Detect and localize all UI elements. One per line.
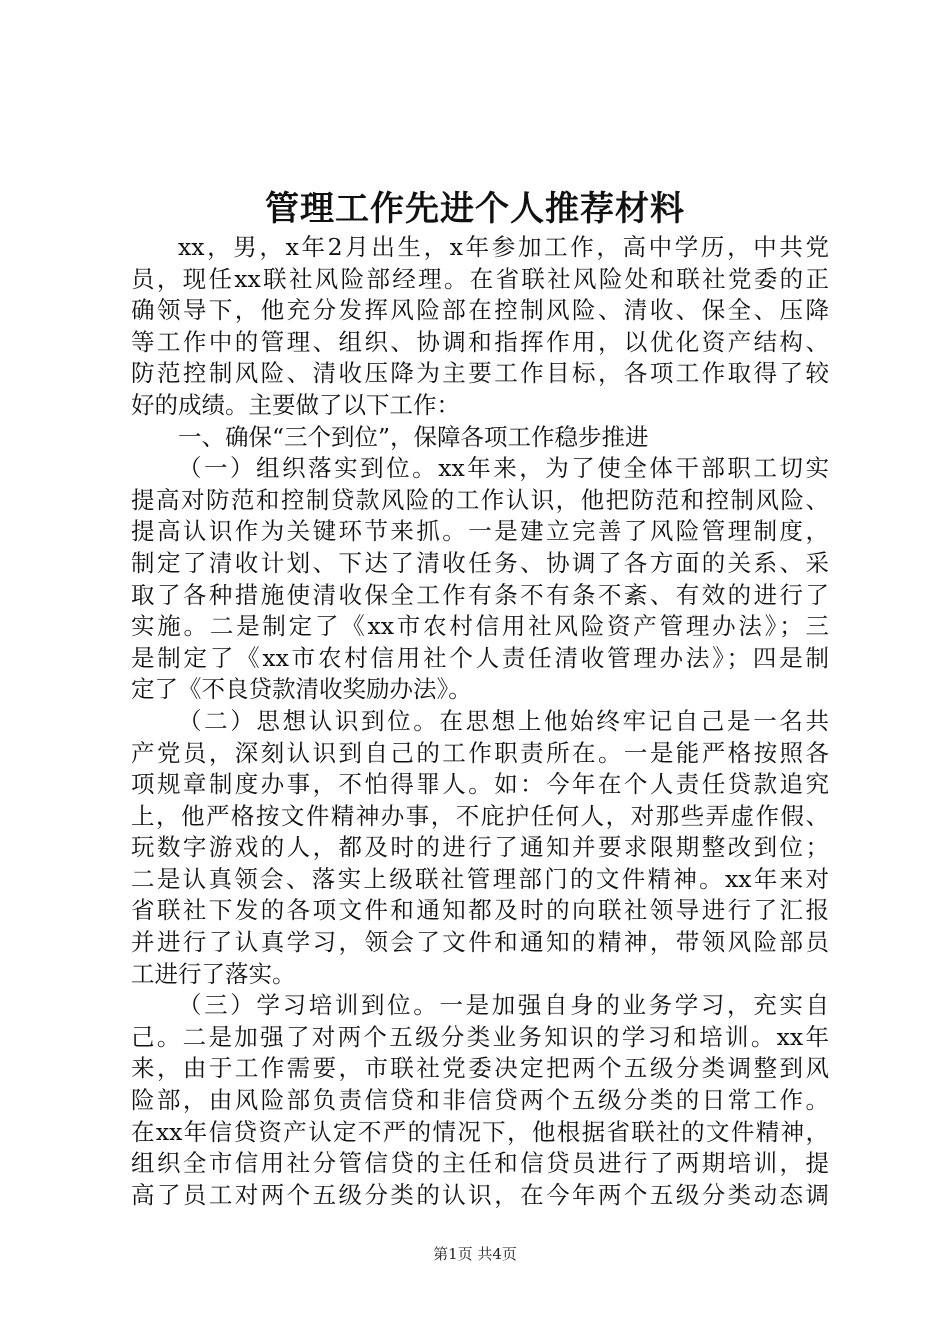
body-line: 组织全市信用社分管信贷的主任和信贷员进行了两期培训，提 <box>131 1149 829 1178</box>
body-line: 提高认识作为关键环节来抓。一是建立完善了风险管理制度， <box>131 517 829 546</box>
body-line: 玩数字游戏的人，都及时的进行了通知并要求限期整改到位； <box>131 833 829 862</box>
body-line: 工进行了落实。 <box>131 959 296 988</box>
body-line: 确领导下，他充分发挥风险部在控制风险、清收、保全、压降 <box>131 296 829 325</box>
body-line: 是制定了《xx市农村信用社个人责任清收管理办法》；四是制 <box>131 643 829 672</box>
document-title: 管理工作先进个人推荐材料 <box>265 189 685 229</box>
body-line: 并进行了认真学习，领会了文件和通知的精神，带领风险部员 <box>131 928 829 957</box>
body-line: 制定了清收计划、下达了清收任务、协调了各方面的关系、采 <box>131 548 829 577</box>
body-line: 取了各种措施使清收保全工作有条不有条不紊、有效的进行了 <box>131 580 829 609</box>
body-line: 高了员工对两个五级分类的认识，在今年两个五级分类动态调 <box>131 1180 829 1209</box>
body-line: xx，男，x年2月出生，x年参加工作，高中学历，中共党 <box>178 233 829 261</box>
body-line: 等工作中的管理、组织、协调和指挥作用，以优化资产结构、 <box>131 327 829 356</box>
body-line: 好的成绩。主要做了以下工作： <box>131 390 460 419</box>
body-line: 产党员，深刻认识到自己的工作职责所在。一是能严格按照各 <box>131 738 829 767</box>
body-line: （三）学习培训到位。一是加强自身的业务学习，充实自 <box>178 991 829 1020</box>
body-line: 二是认真领会、落实上级联社管理部门的文件精神。xx年来对 <box>131 864 829 893</box>
body-line: 来，由于工作需要，市联社党委决定把两个五级分类调整到风 <box>131 1054 829 1083</box>
body-line: 项规章制度办事，不怕得罪人。如：今年在个人责任贷款追究 <box>131 770 829 799</box>
document-body <box>131 232 829 1211</box>
body-line: （一）组织落实到位。xx年来，为了使全体干部职工切实 <box>178 454 829 483</box>
body-line: 己。二是加强了对两个五级分类业务知识的学习和培训。xx年 <box>131 1022 829 1051</box>
body-line: 险部，由风险部负责信贷和非信贷两个五级分类的日常工作。 <box>131 1086 829 1115</box>
body-line: 定了《不良贷款清收奖励办法》。 <box>131 675 472 704</box>
body-line: 员，现任xx联社风险部经理。在省联社风险处和联社党委的正 <box>131 264 829 293</box>
section-heading: 一、确保“三个到位”，保障各项工作稳步推进 <box>178 422 649 451</box>
page-footer: 第1页 共4页 <box>433 1245 517 1263</box>
body-line: 实施。二是制定了《xx市农村信用社风险资产管理办法》；三 <box>131 612 829 641</box>
body-line: （二）思想认识到位。在思想上他始终牢记自己是一名共 <box>178 706 829 735</box>
body-line: 上，他严格按文件精神办事，不庇护任何人，对那些弄虚作假、 <box>131 801 829 830</box>
body-line: 防范控制风险、清收压降为主要工作目标，各项工作取得了较 <box>131 359 829 388</box>
body-line: 省联社下发的各项文件和通知都及时的向联社领导进行了汇报 <box>131 896 829 925</box>
body-line: 提高对防范和控制贷款风险的工作认识，他把防范和控制风险、 <box>131 485 829 514</box>
body-line: 在xx年信贷资产认定不严的情况下，他根据省联社的文件精神， <box>131 1117 829 1146</box>
